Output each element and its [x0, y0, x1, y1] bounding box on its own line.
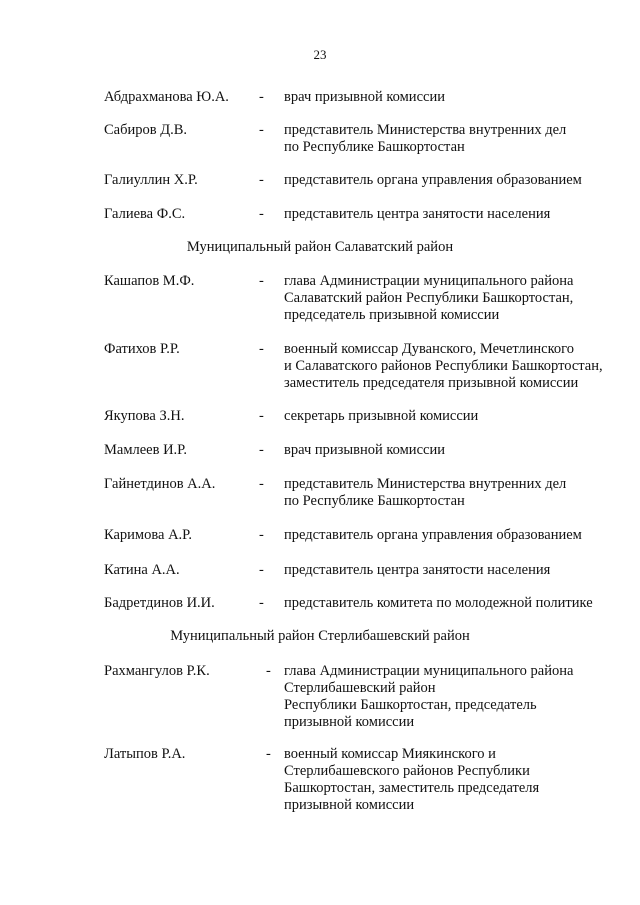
member-name: Сабиров Д.В. — [104, 122, 188, 138]
member-role: представитель комитета по молодежной политике — [284, 595, 593, 611]
dash-separator: - — [259, 442, 264, 458]
dash-separator: - — [266, 746, 271, 762]
member-role: представитель Министерства внутренних дел по Республике Башкортостан — [284, 476, 567, 509]
member-name: Мамлеев И.Р. — [104, 442, 188, 458]
member-role: секретарь призывной комиссии — [284, 408, 479, 424]
member-name: Рахмангулов Р.К. — [104, 663, 210, 679]
dash-separator: - — [259, 595, 264, 611]
member-role: врач призывной комиссии — [284, 442, 445, 458]
member-role: военный комиссар Дуванского, Мечетлинского и Салаватского районов Республики Башкортостан, заместитель председателя призывной комиссии — [284, 341, 603, 391]
member-name: Галиуллин Х.Р. — [104, 172, 198, 188]
member-name: Фатихов Р.Р. — [104, 341, 180, 357]
dash-separator: - — [259, 341, 264, 357]
dash-separator: - — [259, 476, 264, 492]
member-name: Галиева Ф.С. — [104, 206, 186, 222]
member-name: Гайнетдинов А.А. — [104, 476, 216, 492]
member-name: Каримова А.Р. — [104, 527, 193, 543]
dash-separator: - — [259, 273, 264, 289]
dash-separator: - — [266, 663, 271, 679]
dash-separator: - — [259, 562, 264, 578]
member-name: Латыпов Р.А. — [104, 746, 186, 762]
section-heading: Муниципальный район Салаватский район — [186, 239, 454, 255]
member-role: представитель Министерства внутренних дел по Республике Башкортостан — [284, 122, 567, 155]
member-name: Якупова З.Н. — [104, 408, 185, 424]
dash-separator: - — [259, 89, 264, 105]
member-name: Абдрахманова Ю.А. — [104, 89, 229, 105]
dash-separator: - — [259, 206, 264, 222]
member-role: глава Администрации муниципального района Салаватский район Республики Башкортостан, председатель призывной комиссии — [284, 273, 574, 323]
dash-separator: - — [259, 122, 264, 138]
dash-separator: - — [259, 527, 264, 543]
member-role: представитель центра занятости населения — [284, 206, 551, 222]
dash-separator: - — [259, 172, 264, 188]
member-role: представитель органа управления образованием — [284, 172, 582, 188]
dash-separator: - — [259, 408, 264, 424]
member-role: представитель органа управления образованием — [284, 527, 582, 543]
member-role: военный комиссар Миякинского и Стерлибашевского районов Республики Башкортостан, заместитель председателя призывной комиссии — [284, 746, 540, 813]
member-role: представитель центра занятости населения — [284, 562, 551, 578]
member-name: Кашапов М.Ф. — [104, 273, 195, 289]
member-role: врач призывной комиссии — [284, 89, 445, 105]
member-role: глава Администрации муниципального района Стерлибашевский район Республики Башкортостан, председатель призывной комиссии — [284, 663, 574, 730]
member-name: Катина А.А. — [104, 562, 180, 578]
page-number: 23 — [313, 47, 327, 62]
section-heading: Муниципальный район Стерлибашевский район — [170, 628, 470, 644]
member-name: Бадретдинов И.И. — [104, 595, 215, 611]
